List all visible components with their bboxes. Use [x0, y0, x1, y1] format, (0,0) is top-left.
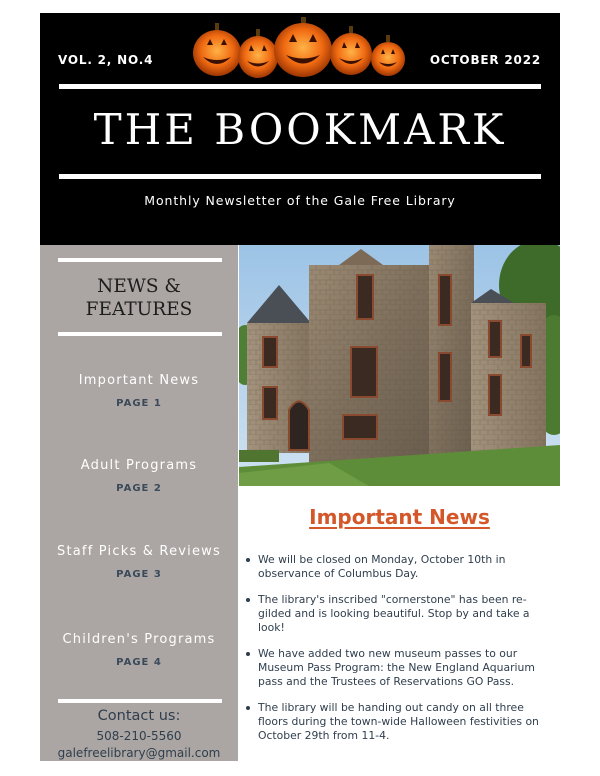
- volume-number: VOL. 2, NO.4: [58, 53, 154, 67]
- toc-item-label: Important News: [78, 373, 200, 388]
- header-divider-bottom: [59, 174, 541, 179]
- header-divider-top: [59, 84, 541, 89]
- newsletter-title: THE BOOKMARK: [93, 105, 507, 154]
- newsletter-header: [40, 13, 560, 245]
- issue-date: OCTOBER 2022: [429, 53, 541, 67]
- library-building-photo: [239, 245, 560, 486]
- toc-item-page: PAGE 1: [116, 398, 162, 409]
- article-title: Important News: [309, 505, 490, 529]
- jack-o-lantern-icon: [190, 15, 410, 85]
- toc-item-page: PAGE 4: [116, 657, 162, 668]
- toc-item-staff-picks[interactable]: [40, 544, 238, 580]
- news-list: [258, 553, 550, 755]
- toc-item-adult-programs[interactable]: [40, 458, 238, 494]
- contact-heading: Contact us:: [97, 708, 181, 724]
- toc-item-page: PAGE 2: [116, 483, 162, 494]
- sidebar-divider-middle: [58, 332, 222, 336]
- toc-item-label: Staff Picks & Reviews: [57, 544, 221, 559]
- sidebar-title-line1: NEWS &: [97, 276, 181, 297]
- list-item: We have added two new museum passes to our Museum Pass Program: the New England Aquarium pass and the Trustees of Reservations GO Pass.: [258, 647, 550, 689]
- sidebar-title-line2: FEATURES: [85, 299, 193, 320]
- sidebar-divider-bottom: [58, 699, 222, 703]
- toc-item-childrens-programs[interactable]: [40, 632, 238, 668]
- list-item: We will be closed on Monday, October 10th in observance of Columbus Day.: [258, 553, 550, 581]
- contents-sidebar: [40, 245, 238, 761]
- list-item: The library's inscribed "cornerstone" has been re-gilded and is looking beautiful. Stop by and take a look!: [258, 593, 550, 635]
- contact-email[interactable]: galefreelibrary@gmail.com: [57, 746, 221, 760]
- sidebar-divider-top: [58, 258, 222, 262]
- newsletter-subtitle: Monthly Newsletter of the Gale Free Library: [144, 193, 456, 208]
- toc-item-page: PAGE 3: [116, 569, 162, 580]
- toc-item-label: Adult Programs: [80, 458, 198, 473]
- toc-item-important-news[interactable]: [40, 373, 238, 409]
- sidebar-title: [40, 275, 238, 321]
- contact-phone[interactable]: 508-210-5560: [96, 729, 182, 743]
- list-item: The library will be handing out candy on all three floors during the town-wide Halloween festivities on October 29th from 11-4.: [258, 701, 550, 743]
- toc-item-label: Children's Programs: [62, 632, 216, 647]
